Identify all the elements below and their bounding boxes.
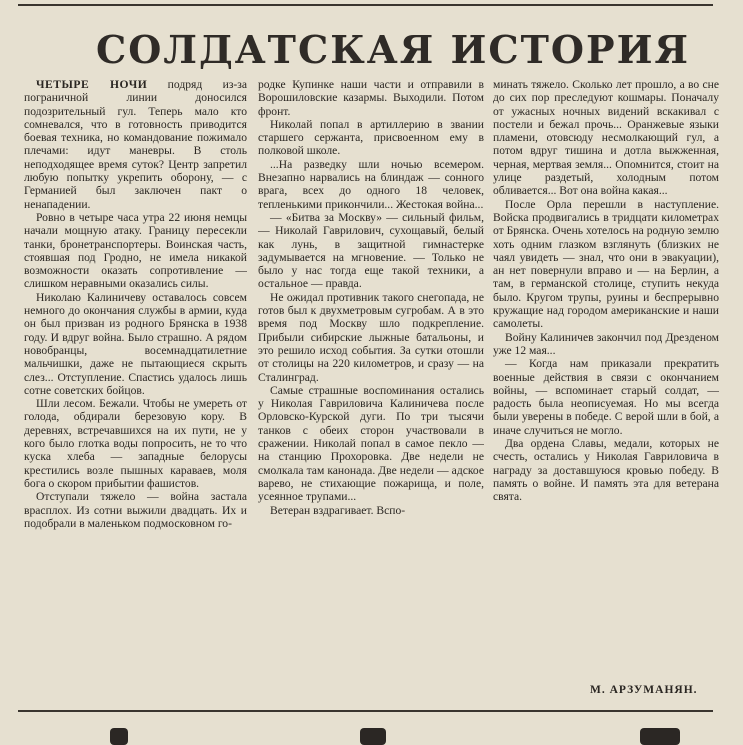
paragraph-text: подряд из-за пограничной линии доносился подозрительный гул. Теперь мало кто сомневался, что в готовность приводится боевая техника, но командование пожимало плечами: идут маневры. В столь неподходящее время суток? Центр запретил любую попытку укрепить оборону, — с Германией был заключен пакт о ненападении. <box>24 78 247 211</box>
author-signature: М. АРЗУМАНЯН. <box>590 684 698 696</box>
paragraph <box>24 78 247 211</box>
paragraph: Два ордена Славы, медали, которых не счесть, остались у Николая Гавриловича в награду за доставшуюся кровью победу. В память о войне. И память эта для ветерана свята. <box>493 437 719 504</box>
article-title: СОЛДАТСКАЯ ИСТОРИЯ <box>96 27 690 72</box>
paragraph: минать тяжело. Сколько лет прошло, а во сне до сих пор преследуют кошмары. Поначалу от ужасных ночных видений вскакивал с постели и бежал прочь... Оранжевые языки пламени, отовсюду несмолкающий гул, а потом вдруг тишина и дотла выжженная, черная, мертвая земля... Опомнится, стоит на улице раздетый, холодным потом обливается... Вот она война какая... <box>493 78 719 198</box>
column-1 <box>24 78 247 698</box>
paragraph: — «Битва за Москву» — сильный фильм, — Николай Гаврилович, сухощавый, белый как лунь, в защитной гимнастерке задумывается на мгновение. — Только не было у нас тогда еще такой техники, а остальное — правда. <box>258 210 484 291</box>
next-headline-fragment <box>110 728 128 745</box>
column-2 <box>258 78 484 698</box>
paragraph: — Когда нам приказали прекратить военные действия в связи с окончанием войны, — вспоминает старый солдат, — радость была неописуемая. Но мы всегда были уверены в победе. С верой шли в бой, а иначе случиться не могло. <box>493 357 719 437</box>
lead-words: ЧЕТЫРЕ НОЧИ <box>36 78 148 91</box>
paragraph: Ветеран вздрагивает. Вспо- <box>270 503 406 517</box>
paragraph: ...На разведку шли ночью всемером. Внезапно нарвались на блиндаж — сонного врага, всех до одного 18 человек, тепленькими прикончили... Жестокая война... <box>258 157 484 211</box>
paragraph: Отступали тяжело — война застала врасплох. Из сотни выжили двадцать. Их и подобрали в маленьком подмосковном го- <box>24 490 247 530</box>
paragraph: Самые страшные воспоминания остались у Николая Гавриловича Калиничева после Орловско-Курской дуги. По три тысячи танков с обеих сторон участвовали в сражении. Николай попал в самое пекло — на станцию Прохоровка. Две недели не смолкала там канонада. Две недели — адское варево, не стихающие пожарища, и поле, усеянное трупами... <box>258 383 484 504</box>
column-3 <box>493 78 719 698</box>
paragraph: После Орла перешли в наступление. Войска продвигались в тридцати километрах от Брянска. Очень хотелось на родную землю хоть одним глазком взглянуть (близких не чаял увидеть — знал, что они в эвакуации), ан нет повернули вправо и — на Берлин, а там, в германской столице, ступить некуда было. Кругом трупы, руины и беспрерывно кружащие над городом американские и наши самолеты. <box>493 197 719 331</box>
next-headline-fragment <box>640 728 680 745</box>
paragraph: Николаю Калиничеву оставалось совсем немного до окончания службы в армии, куда он был призван из родного Брянска в 1938 году. И вдруг война. Было страшно. А рядом новобранцы, восемнадцатилетние мальчишки, даже не пытающиеся скрыть слез... Отступление. Спастись удалось лишь сотне советских бойцов. <box>24 290 247 397</box>
top-rule <box>18 4 713 6</box>
paragraph: Не ожидал противник такого снегопада, не готов был к двухметровым сугробам. А в это время под Москву шло подкрепление. Прибыли сибирские лыжные батальоны, и это решило исход события. За сутки отошли от столицы на 220 километров, и сразу — на Сталинград. <box>258 290 484 384</box>
paragraph: Николай попал в артиллерию в звании старшего сержанта, присвоенном ему в полковой школе. <box>258 117 484 158</box>
next-headline-fragment <box>360 728 386 745</box>
bottom-rule <box>18 710 713 712</box>
paragraph: родке Купинке наши части и отправили в Ворошиловские казармы. Выходили. Потом фронт. <box>258 78 484 118</box>
paragraph: Ровно в четыре часа утра 22 июня немцы начали мощную атаку. Границу пересекли танки, бронетранспортеры. Воинская часть, стоявшая под Гродно, не имела никакой возможности оказать сопротивление — слишком неравными оказались силы. <box>24 210 247 291</box>
paragraph: Шли лесом. Бежали. Чтобы не умереть от голода, обдирали березовую кору. В деревнях, встречавшихся на их пути, не у кого было глотка воды попросить, не то что куска хлеба — западные белорусы крестились возле пышных караваев, моля бога о скором прибытии фашистов. <box>24 397 247 490</box>
paragraph: Войну Калиничев закончил под Дрезденом уже 12 мая... <box>493 330 719 357</box>
